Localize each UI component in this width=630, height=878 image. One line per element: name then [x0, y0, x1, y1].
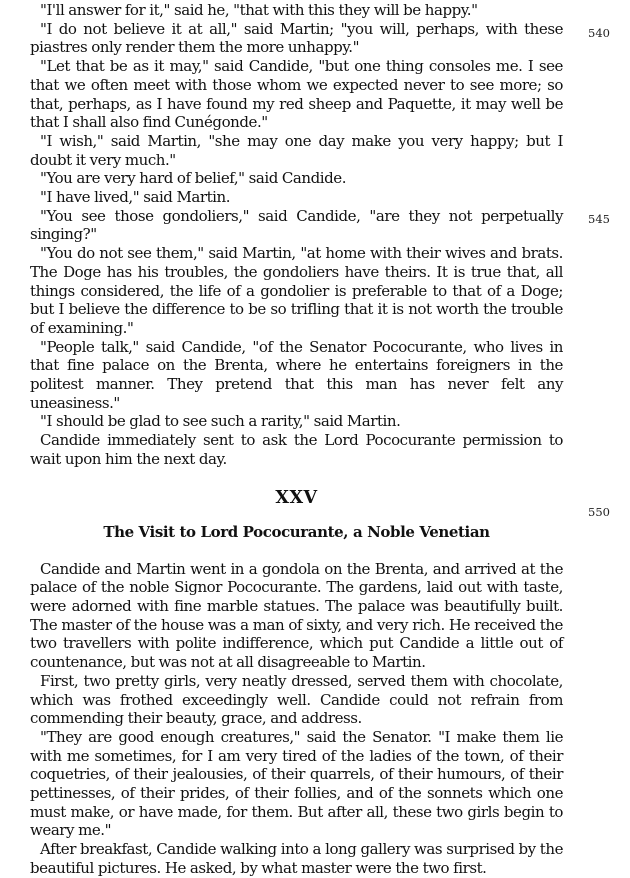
paragraph: "You see those gondoliers," said Candide, "are they not perpetually singing?"	[30, 206, 563, 244]
paragraph: "They are good enough creatures," said the Senator. "I make them lie with me sometimes, for I am very tired of the ladies of the town, of their coquetries, of their jealousies, of their quarrels, of their humours, of their pettinesses, of their prides, of their follies, and of the sonnets which one must make, or have made, for them. But after all, these two girls begin to weary me."	[30, 727, 563, 840]
paragraph: "I should be glad to see such a rarity," said Martin.	[40, 412, 401, 431]
paragraph: "I wish," said Martin, "she may one day make you very happy; but I doubt it very much."	[30, 131, 563, 169]
paragraph: "Let that be as it may," said Candide, "but one thing consoles me. I see that we often meet with those whom we expected never to see more; so that, perhaps, as I have found my red sheep and Paquette, it may well be that I shall also find Cunégonde."	[30, 57, 563, 132]
paragraph: After breakfast, Candide walking into a long gallery was surprised by the beautiful pictures. He asked, by what master were the two first.	[30, 840, 563, 877]
line-number-545: 545	[588, 212, 610, 226]
paragraph: "People talk," said Candide, "of the Senator Pococurante, who lives in that fine palace on the Brenta, where he entertains foreigners in the politest manner. They pretend that this man has never felt any uneasiness."	[30, 337, 563, 412]
line-number-540: 540	[588, 26, 610, 40]
chapter-title: The Visit to Lord Pococurante, a Noble Venetian	[103, 522, 490, 541]
paragraph: "I'll answer for it," said he, "that with this they will be happy."	[40, 1, 478, 19]
paragraph: "I do not believe it at all," said Martin; "you will, perhaps, with these piastres only render them the more unhappy."	[30, 19, 563, 57]
paragraph: Candide and Martin went in a gondola on the Brenta, and arrived at the palace of the noble Signor Pococurante. The gardens, laid out with taste, were adorned with fine marble statues. The palace was beautifully built. The master of the house was a man of sixty, and very rich. He received the two travellers with polite indifference, which put Candide a little out of countenance, but was not at all disagreeable to Martin.	[30, 559, 563, 672]
paragraph: "You are very hard of belief," said Candide.	[40, 169, 347, 188]
line-number-550: 550	[588, 505, 610, 519]
paragraph: Candide immediately sent to ask the Lord Pococurante permission to wait upon him the next day.	[30, 431, 563, 468]
text-column	[30, 1, 563, 878]
paragraph: First, two pretty girls, very neatly dressed, served them with chocolate, which was frothed exceedingly well. Candide could not refrain from commending their beauty, grace, and address.	[30, 671, 563, 728]
chapter-number: XXV	[275, 487, 318, 508]
paragraph: "You do not see them," said Martin, "at home with their wives and brats. The Doge has his troubles, the gondoliers have theirs. It is true that, all things considered, the life of a gondolier is preferable to that of a Doge; but I believe the difference to be so trifling that it is not worth the trouble of examining."	[30, 244, 563, 337]
paragraph: "I have lived," said Martin.	[40, 188, 231, 207]
